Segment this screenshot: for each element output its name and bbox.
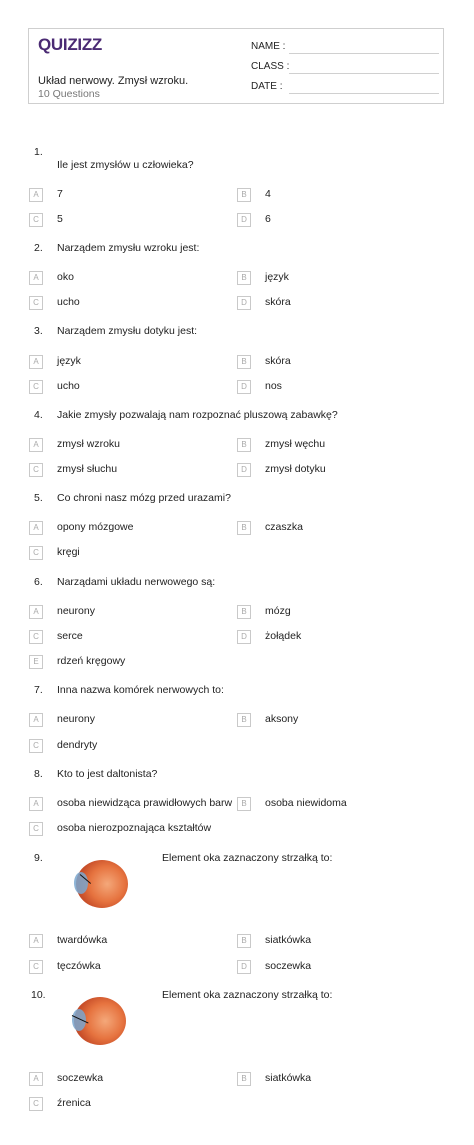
eye-diagram-image: [72, 856, 134, 912]
option-text: neurony: [57, 605, 95, 617]
option-text: kręgi: [57, 546, 80, 558]
option-letter: B: [237, 934, 251, 948]
option-letter: A: [29, 271, 43, 285]
option-letter: C: [29, 296, 43, 310]
option-text: osoba niewidząca prawidłowych barw: [57, 797, 233, 809]
class-field[interactable]: [251, 61, 289, 72]
option-letter: A: [29, 188, 43, 202]
option-letter: A: [29, 438, 43, 452]
option-text: język: [57, 355, 81, 367]
option-text: zmysł dotyku: [265, 463, 326, 475]
option-text: neurony: [57, 713, 95, 725]
option-text: oko: [57, 271, 74, 283]
option-text: osoba nierozpoznająca kształtów: [57, 822, 212, 834]
option-letter: B: [237, 355, 251, 369]
option-text: aksony: [265, 713, 299, 725]
option-letter: B: [237, 605, 251, 619]
option-text: 5: [57, 213, 63, 225]
option-text: serce: [57, 630, 83, 642]
option-letter: D: [237, 630, 251, 644]
option-text: zmysł słuchu: [57, 463, 118, 475]
option-text: skóra: [265, 355, 291, 367]
question-text: Inna nazwa komórek nerwowych to:: [57, 684, 224, 696]
option-letter: C: [29, 1097, 43, 1111]
question-text: Narządem zmysłu wzroku jest:: [57, 242, 200, 254]
question-number: 10.: [31, 989, 46, 1001]
date-label: DATE :: [251, 81, 283, 92]
option-text: źrenica: [57, 1097, 91, 1109]
option-letter: C: [29, 380, 43, 394]
question-number: 3.: [34, 325, 43, 337]
date-field[interactable]: [251, 81, 282, 92]
date-line: [289, 93, 439, 94]
quizizz-logo: QUIZIZZ: [38, 35, 102, 54]
option-letter: B: [237, 271, 251, 285]
question-number: 5.: [34, 492, 43, 504]
option-letter: A: [29, 797, 43, 811]
option-text: tęczówka: [57, 960, 101, 972]
option-letter: D: [237, 463, 251, 477]
option-letter: C: [29, 739, 43, 753]
option-text: język: [265, 271, 289, 283]
option-text: soczewka: [265, 960, 312, 972]
option-text: zmysł węchu: [265, 438, 326, 450]
option-text: nos: [265, 380, 282, 392]
option-letter: D: [237, 213, 251, 227]
option-letter: C: [29, 213, 43, 227]
question-count: 10 Questions: [38, 88, 100, 100]
option-letter: B: [237, 188, 251, 202]
option-letter: A: [29, 1072, 43, 1086]
option-text: siatkówka: [265, 934, 312, 946]
option-letter: A: [29, 605, 43, 619]
option-letter: B: [237, 521, 251, 535]
option-letter: D: [237, 380, 251, 394]
option-letter: B: [237, 1072, 251, 1086]
option-text: dendryty: [57, 739, 98, 751]
option-letter: B: [237, 438, 251, 452]
option-text: twardówka: [57, 934, 108, 946]
name-field[interactable]: [251, 41, 285, 52]
eye-diagram-image: [70, 993, 132, 1049]
question-number: 2.: [34, 242, 43, 254]
question-text: Narządami układu nerwowego są:: [57, 576, 216, 588]
option-text: 7: [57, 188, 63, 200]
option-text: ucho: [57, 296, 80, 308]
option-text: żołądek: [265, 630, 302, 642]
worksheet-header: [28, 28, 444, 104]
option-letter: B: [237, 713, 251, 727]
option-text: opony mózgowe: [57, 521, 134, 533]
question-number: 9.: [34, 852, 43, 864]
option-text: zmysł wzroku: [57, 438, 121, 450]
option-text: 4: [265, 188, 271, 200]
option-letter: C: [29, 463, 43, 477]
option-text: rdzeń kręgowy: [57, 655, 126, 667]
question-text: Element oka zaznaczony strzałką to:: [162, 852, 333, 864]
option-letter: D: [237, 296, 251, 310]
worksheet-title: Układ nerwowy. Zmysł wzroku.: [38, 75, 189, 87]
question-text: Narządem zmysłu dotyku jest:: [57, 325, 198, 337]
question-text: Element oka zaznaczony strzałką to:: [162, 989, 333, 1001]
option-letter: E: [29, 655, 43, 669]
question-number: 6.: [34, 576, 43, 588]
question-number: 1.: [34, 146, 43, 158]
option-letter: D: [237, 960, 251, 974]
name-label: NAME :: [251, 41, 286, 52]
option-letter: C: [29, 630, 43, 644]
option-letter: C: [29, 822, 43, 836]
option-letter: B: [237, 797, 251, 811]
option-text: 6: [265, 213, 271, 225]
option-letter: C: [29, 546, 43, 560]
option-text: ucho: [57, 380, 80, 392]
question-text: Ile jest zmysłów u człowieka?: [57, 159, 194, 171]
option-text: siatkówka: [265, 1072, 312, 1084]
option-text: mózg: [265, 605, 291, 617]
option-letter: C: [29, 960, 43, 974]
name-line: [289, 53, 439, 54]
class-line: [289, 73, 439, 74]
option-text: osoba niewidoma: [265, 797, 347, 809]
option-text: czaszka: [265, 521, 303, 533]
option-letter: A: [29, 934, 43, 948]
option-letter: A: [29, 355, 43, 369]
question-text: Jakie zmysły pozwalają nam rozpoznać pluszową zabawkę?: [57, 409, 338, 421]
question-number: 7.: [34, 684, 43, 696]
question-text: Kto to jest daltonista?: [57, 768, 158, 780]
question-number: 4.: [34, 409, 43, 421]
option-letter: A: [29, 713, 43, 727]
option-text: skóra: [265, 296, 291, 308]
class-label: CLASS :: [251, 61, 290, 72]
question-text: Co chroni nasz mózg przed urazami?: [57, 492, 231, 504]
option-text: soczewka: [57, 1072, 104, 1084]
question-number: 8.: [34, 768, 43, 780]
option-letter: A: [29, 521, 43, 535]
